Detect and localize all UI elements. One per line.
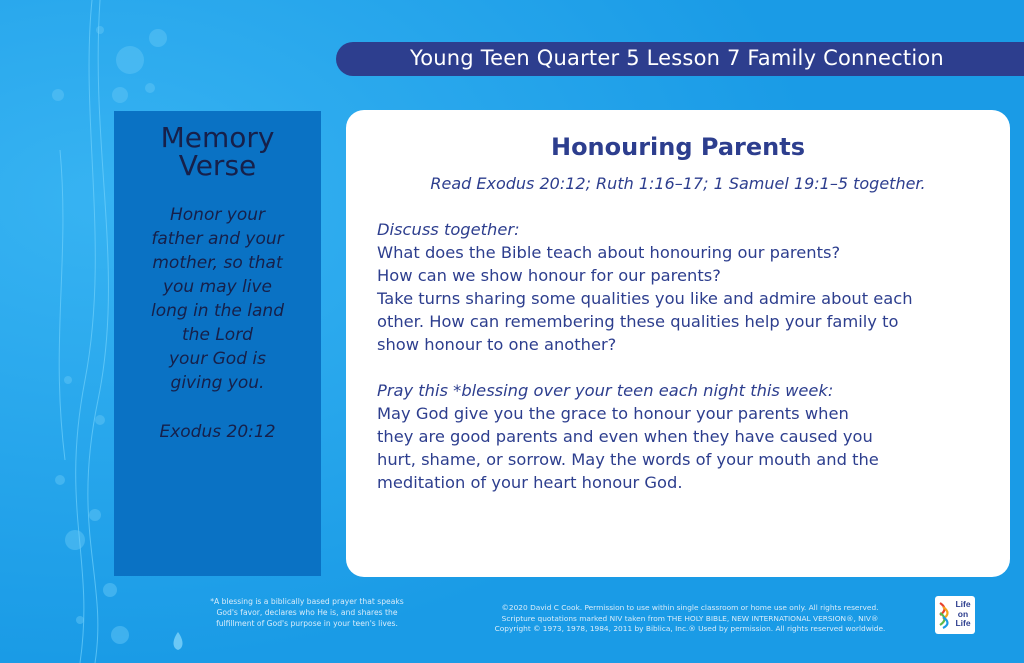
pray-label: Pray this *blessing over your teen each night this week: bbox=[377, 381, 834, 400]
copyright-line: Scripture quotations marked NIV taken from THE HOLY BIBLE, NEW INTERNATIONAL VERSION®, NIV® bbox=[501, 613, 879, 623]
memory-verse-reference: Exodus 20:12 bbox=[159, 422, 276, 442]
footnote-line: fulfillment of God's purpose in your teen's lives. bbox=[216, 619, 398, 628]
logo-text-line: on bbox=[957, 608, 969, 619]
memory-verse-line: you may live bbox=[162, 277, 273, 297]
discuss-line: How can we show honour for our parents? bbox=[377, 266, 721, 285]
reading-instructions: Read Exodus 20:12; Ruth 1:16–17; 1 Samuel 19:1–5 together. bbox=[430, 174, 926, 193]
discuss-label: Discuss together: bbox=[377, 220, 520, 239]
blessing-footnote bbox=[196, 596, 418, 629]
memory-verse-title-line: Verse bbox=[178, 149, 257, 182]
discuss-line: other. How can remembering these qualities help your family to bbox=[377, 312, 899, 331]
life-on-life-logo bbox=[935, 596, 975, 634]
memory-verse-line: the Lord bbox=[182, 325, 253, 345]
paragraph-gap bbox=[377, 356, 982, 379]
memory-verse-title-line: Memory bbox=[160, 121, 275, 154]
lesson-body bbox=[377, 218, 982, 494]
header-title: Young Teen Quarter 5 Lesson 7 Family Connection bbox=[410, 46, 944, 70]
copyright-notice bbox=[440, 603, 940, 635]
pray-line: they are good parents and even when they have caused you bbox=[377, 427, 873, 446]
memory-verse-text bbox=[118, 203, 317, 395]
pray-line: meditation of your heart honour God. bbox=[377, 473, 683, 492]
logo-text-line: Life bbox=[955, 618, 971, 628]
logo-text bbox=[952, 600, 974, 629]
pray-line: hurt, shame, or sorrow. May the words of your mouth and the bbox=[377, 450, 879, 469]
discuss-line: show honour to one another? bbox=[377, 335, 617, 354]
footnote-line: *A blessing is a biblically based prayer that speaks bbox=[210, 597, 404, 606]
memory-verse-line: long in the land bbox=[150, 301, 284, 321]
memory-verse-title bbox=[114, 121, 321, 182]
copyright-line: ©2020 David C Cook. Permission to use within single classroom or home use only. All rights reserved. bbox=[501, 603, 879, 612]
logo-stripes-icon bbox=[938, 601, 952, 629]
memory-verse-line: giving you. bbox=[170, 373, 265, 393]
pray-line: May God give you the grace to honour your parents when bbox=[377, 404, 849, 423]
discuss-line: What does the Bible teach about honouring our parents? bbox=[377, 243, 841, 262]
memory-verse-line: mother, so that bbox=[152, 253, 283, 273]
memory-verse-line: father and your bbox=[151, 229, 284, 249]
logo-text-line: Life bbox=[955, 599, 971, 609]
discuss-line: Take turns sharing some qualities you like and admire about each bbox=[377, 289, 913, 308]
memory-verse-line: your God is bbox=[169, 349, 266, 369]
memory-verse-line: Honor your bbox=[170, 205, 265, 225]
copyright-line: Copyright © 1973, 1978, 1984, 2011 by Biblica, Inc.® Used by permission. All rights reserved worldwide. bbox=[494, 624, 886, 633]
lesson-title: Honouring Parents bbox=[550, 133, 805, 161]
footnote-line: God's favor, declares who He is, and shares the bbox=[216, 608, 398, 617]
